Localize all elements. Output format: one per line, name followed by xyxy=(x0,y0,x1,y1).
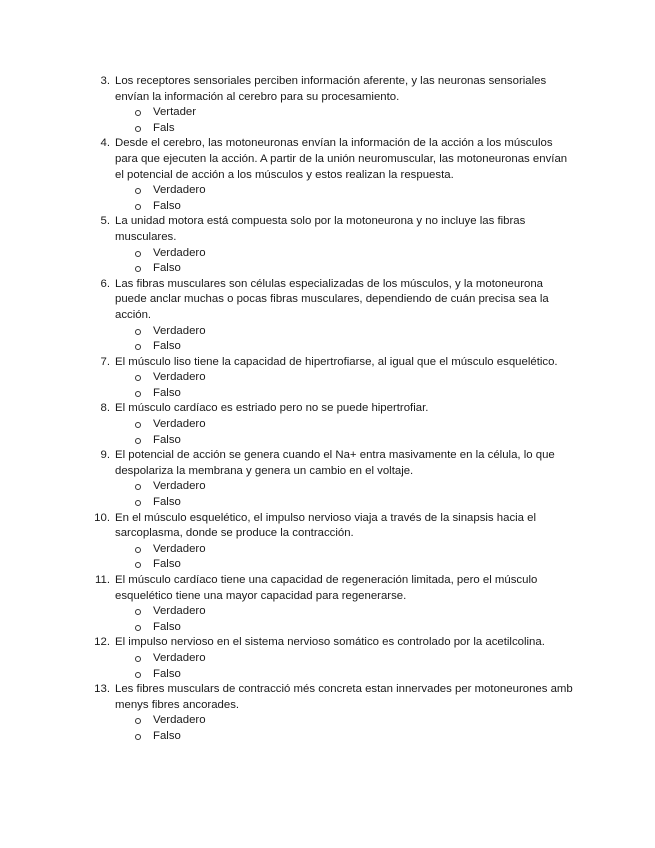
question-text: Desde el cerebro, las motoneuronas envían la información de la acción a los músculos para que ejecuten la acción. A partir de la unión neuromuscular, las motoneuronas envían el potencial de acción a los músculos y estos realizan la respuesta. xyxy=(115,137,568,181)
option-label: Falso xyxy=(153,729,181,742)
question-text: Los receptores sensoriales perciben información aferente, y las neuronas sensoriales envían la información al cerebro para su procesamiento. xyxy=(115,75,547,103)
option-true xyxy=(115,417,577,433)
question-3 xyxy=(0,74,655,136)
question-number: 12. xyxy=(94,636,110,649)
option-label: Verdadero xyxy=(153,542,206,555)
option-label: Falso xyxy=(153,667,181,680)
question-13 xyxy=(0,682,655,744)
circle-bullet-icon xyxy=(135,375,141,381)
option-true xyxy=(115,105,577,121)
question-number: 5. xyxy=(100,215,110,228)
question-number: 6. xyxy=(100,277,110,290)
option-false xyxy=(115,386,577,402)
option-label: Verdadero xyxy=(153,324,206,337)
question-12 xyxy=(0,635,655,682)
option-label: Verdadero xyxy=(153,714,206,727)
circle-bullet-icon xyxy=(135,672,141,678)
question-9 xyxy=(0,448,655,510)
option-label: Falso xyxy=(153,496,181,509)
question-text: La unidad motora está compuesta solo por la motoneurona y no incluye las fibras musculares. xyxy=(115,215,526,243)
option-true xyxy=(115,542,577,558)
circle-bullet-icon xyxy=(135,266,141,272)
question-text: El músculo cardíaco tiene una capacidad de regeneración limitada, pero el músculo esquelético tiene una mayor capacidad para regenerarse. xyxy=(115,574,538,602)
question-text: Les fibres musculars de contracció més concreta estan innervades per motoneurones amb menys fibres ancorades. xyxy=(115,683,573,711)
option-false xyxy=(115,261,577,277)
question-5 xyxy=(0,214,655,276)
question-10 xyxy=(0,511,655,573)
question-number: 9. xyxy=(100,449,110,462)
option-true xyxy=(115,713,577,729)
question-text: Las fibras musculares son células especializadas de los músculos, y la motoneurona puede anclar muchas o pocas fibras musculares, dependiendo de cuán precisa sea la acción. xyxy=(115,277,549,321)
circle-bullet-icon xyxy=(135,329,141,335)
option-true xyxy=(115,479,577,495)
circle-bullet-icon xyxy=(135,484,141,490)
question-11 xyxy=(0,573,655,635)
circle-bullet-icon xyxy=(135,422,141,428)
option-true xyxy=(115,324,577,340)
option-label: Vertader xyxy=(153,106,197,119)
circle-bullet-icon xyxy=(135,438,141,444)
question-text: El potencial de acción se genera cuando el Na+ entra masivamente en la célula, lo que despolariza la membrana y genera un cambio en el voltaje. xyxy=(115,449,555,477)
option-false xyxy=(115,121,577,137)
question-number: 13. xyxy=(94,683,110,696)
circle-bullet-icon xyxy=(135,547,141,553)
option-label: Verdadero xyxy=(153,480,206,493)
option-label: Falso xyxy=(153,340,181,353)
question-text: En el músculo esquelético, el impulso nervioso viaja a través de la sinapsis hacia el sarcoplasma, donde se produce la contracción. xyxy=(115,511,537,540)
option-false xyxy=(115,620,577,636)
circle-bullet-icon xyxy=(135,609,141,615)
option-label: Verdadero xyxy=(153,605,206,618)
option-label: Falso xyxy=(153,262,181,275)
option-label: Falso xyxy=(153,433,181,446)
option-false xyxy=(115,339,577,355)
question-7 xyxy=(0,355,655,402)
question-number: 7. xyxy=(100,355,110,368)
question-number: 10. xyxy=(94,511,110,524)
circle-bullet-icon xyxy=(135,110,141,116)
question-text: El músculo cardíaco es estriado pero no se puede hipertrofiar. xyxy=(115,402,429,415)
question-number: 3. xyxy=(100,75,110,87)
option-label: Fals xyxy=(153,121,175,134)
option-false xyxy=(115,729,577,745)
option-label: Verdadero xyxy=(153,184,206,197)
option-false xyxy=(115,433,577,449)
option-true xyxy=(115,651,577,667)
question-8 xyxy=(0,401,655,448)
option-false xyxy=(115,199,577,215)
circle-bullet-icon xyxy=(135,251,141,257)
circle-bullet-icon xyxy=(135,500,141,506)
option-label: Verdadero xyxy=(153,246,206,259)
option-label: Falso xyxy=(153,558,181,571)
option-true xyxy=(115,246,577,262)
circle-bullet-icon xyxy=(135,562,141,568)
question-text: El impulso nervioso en el sistema nervioso somático es controlado por la acetilcolina. xyxy=(115,636,545,649)
circle-bullet-icon xyxy=(135,344,141,350)
question-number: 8. xyxy=(100,402,110,415)
circle-bullet-icon xyxy=(135,625,141,631)
question-6 xyxy=(0,277,655,355)
question-text: El músculo liso tiene la capacidad de hipertrofiarse, al igual que el músculo esquelético. xyxy=(115,355,558,368)
option-label: Falso xyxy=(153,386,181,399)
document-page xyxy=(0,74,655,745)
option-label: Verdadero xyxy=(153,418,206,431)
circle-bullet-icon xyxy=(135,718,141,724)
option-label: Verdadero xyxy=(153,651,206,664)
circle-bullet-icon xyxy=(135,204,141,210)
option-label: Verdadero xyxy=(153,371,206,384)
option-false xyxy=(115,557,577,573)
option-true xyxy=(115,370,577,386)
question-4 xyxy=(0,136,655,214)
option-label: Falso xyxy=(153,199,181,212)
option-label: Falso xyxy=(153,620,181,633)
circle-bullet-icon xyxy=(135,188,141,194)
option-true xyxy=(115,183,577,199)
question-number: 4. xyxy=(100,137,110,150)
circle-bullet-icon xyxy=(135,656,141,662)
option-false xyxy=(115,667,577,683)
circle-bullet-icon xyxy=(135,126,141,132)
circle-bullet-icon xyxy=(135,734,141,740)
option-false xyxy=(115,495,577,511)
option-true xyxy=(115,604,577,620)
question-number: 11. xyxy=(95,574,110,586)
circle-bullet-icon xyxy=(135,391,141,397)
